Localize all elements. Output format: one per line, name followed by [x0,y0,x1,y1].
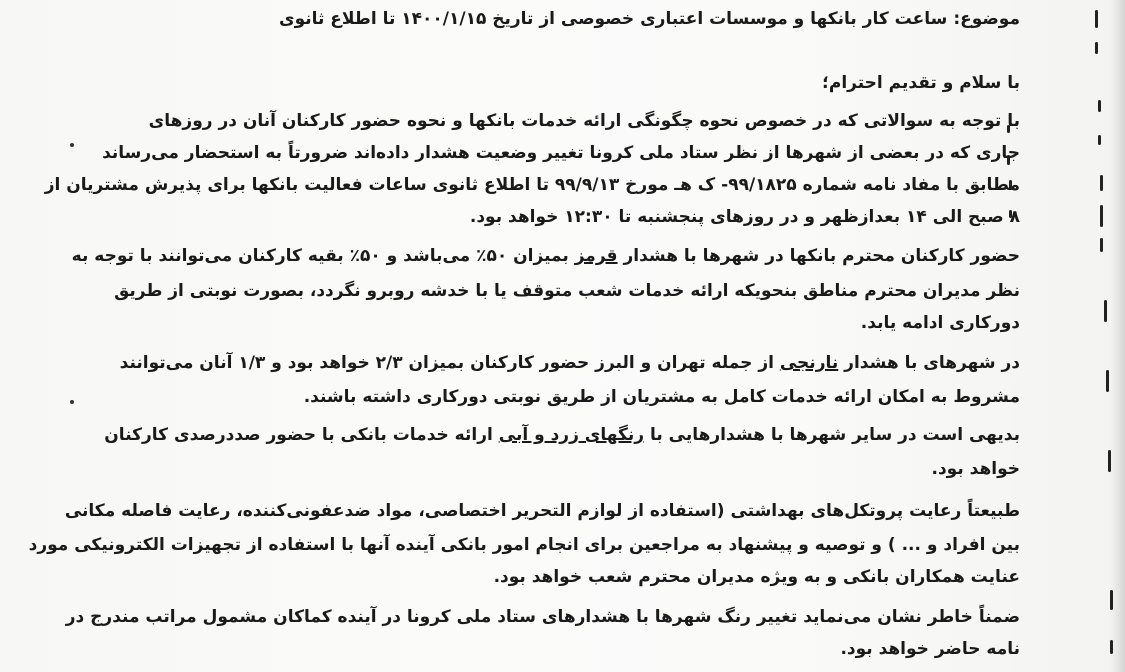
paragraph-6-line: ضمناً خاطر نشان می‌نماید تغییر رنگ شهرها با هشدارهای ستاد ملی کرونا در آینده کماکان مشمول مراتب مندرج در [65,607,1020,627]
paragraph-6-line: نامه حاضر خواهد بود. [840,639,1020,659]
text-segment: حضور کارکنان محترم بانکها در شهرها با هشدار [623,246,1020,266]
highlight-yellow-blue: رنگهای زرد و آبی [498,425,645,445]
text-segment: در شهرهای با هشدار [844,353,1020,373]
text-segment: ارائه خدمات بانکی با حضور صددرصدی کارکنان [104,425,493,445]
text-segment: از جمله تهران و البرز حضور کارکنان بمیزان ۲/۳ خواهد بود و ۱/۳ آنان می‌توانند [119,353,774,373]
paragraph-1-line: جاری که در بعضی از شهرها از نظر ستاد ملی کرونا تغییر وضعیت هشدار داده‌اند ضرورتاً به استحضار می‌رساند [102,143,1020,163]
margin-mark [1098,100,1101,112]
paragraph-4-line: خواهد بود. [931,459,1020,479]
margin-mark [1095,42,1098,54]
margin-mark [1100,205,1103,227]
margin-mark [1108,450,1111,472]
text-segment: بدیهی است در سایر شهرها با هشدارهایی با [649,425,1020,445]
paragraph-2-line: دورکاری ادامه یابد. [860,313,1020,333]
paragraph-1-line: با توجه به سوالاتی که در خصوص نحوه چگونگی ارائه خدمات بانکها و نحوه حضور کارکنان آنان در روزهای [148,111,1020,131]
paragraph-3-line: مشروط به امکان ارائه خدمات کامل به مشتریان از طریق نوبتی دورکاری داشته باشند. [303,387,1020,407]
paragraph-5-line: بین افراد و ... ) و توصیه و پیشنهاد به مراجعین برای انجام امور بانکی آینده آنها با استفاده از تجهیزات الکترونیکی مورد [28,535,1020,555]
paragraph-1-line: ۸ صبح الی ۱۴ بعدازظهر و در روزهای پنجشنبه تا ۱۲:۳۰ خواهد بود. [469,207,1020,227]
text-segment: بمیزان ۵۰٪ می‌باشد و ۵۰٪ بقیه کارکنان می‌توانند با توجه به [71,246,569,266]
paragraph-2-line [72,245,1020,267]
paragraph-3-line [120,352,1020,374]
margin-mark [1098,135,1101,145]
paragraph-5-line: طبیعتاً رعایت پروتکل‌های بهداشتی (استفاده از لوازم التحریر اختصاصی، مواد ضدعفونی‌کننده، رعایت فاصله مکانی [64,501,1020,521]
hole-punch-dot [70,143,74,147]
paragraph-5-line: عنایت همکاران بانکی و به ویژه مدیران محترم شعب خواهد بود. [493,567,1020,587]
highlight-red: قرمز [574,246,618,266]
subject-line: موضوع: ساعت کار بانکها و موسسات اعتباری خصوصی از تاریخ ۱۴۰۰/۱/۱۵ تا اطلاع ثانوی [278,9,1020,29]
paragraph-1-line: مطابق با مفاد نامه شماره ۹۹/۱۸۲۵- ک هـ مورخ ۹۹/۹/۱۳ تا اطلاع ثانوی ساعات فعالیت بانکها برای پذیرش مشتریان از [44,175,1020,195]
margin-mark [1104,300,1107,322]
page-edge-shadow [1111,0,1125,672]
margin-mark [1106,370,1109,392]
paragraph-4-line [104,424,1020,446]
hole-punch-dot [70,400,74,404]
margin-mark [1110,640,1113,654]
paragraph-2-line: نظر مدیران محترم مناطق بنحویکه ارائه خدمات شعب متوقف یا با خدشه روبرو نگردد، بصورت نوبتی از طریق [114,281,1020,301]
margin-mark [1095,10,1098,28]
margin-mark [1110,590,1113,610]
margin-mark [1100,175,1103,191]
greeting: با سلام و تقدیم احترام؛ [822,73,1020,93]
highlight-orange: نارنجی [779,353,839,373]
margin-mark [1100,238,1103,252]
